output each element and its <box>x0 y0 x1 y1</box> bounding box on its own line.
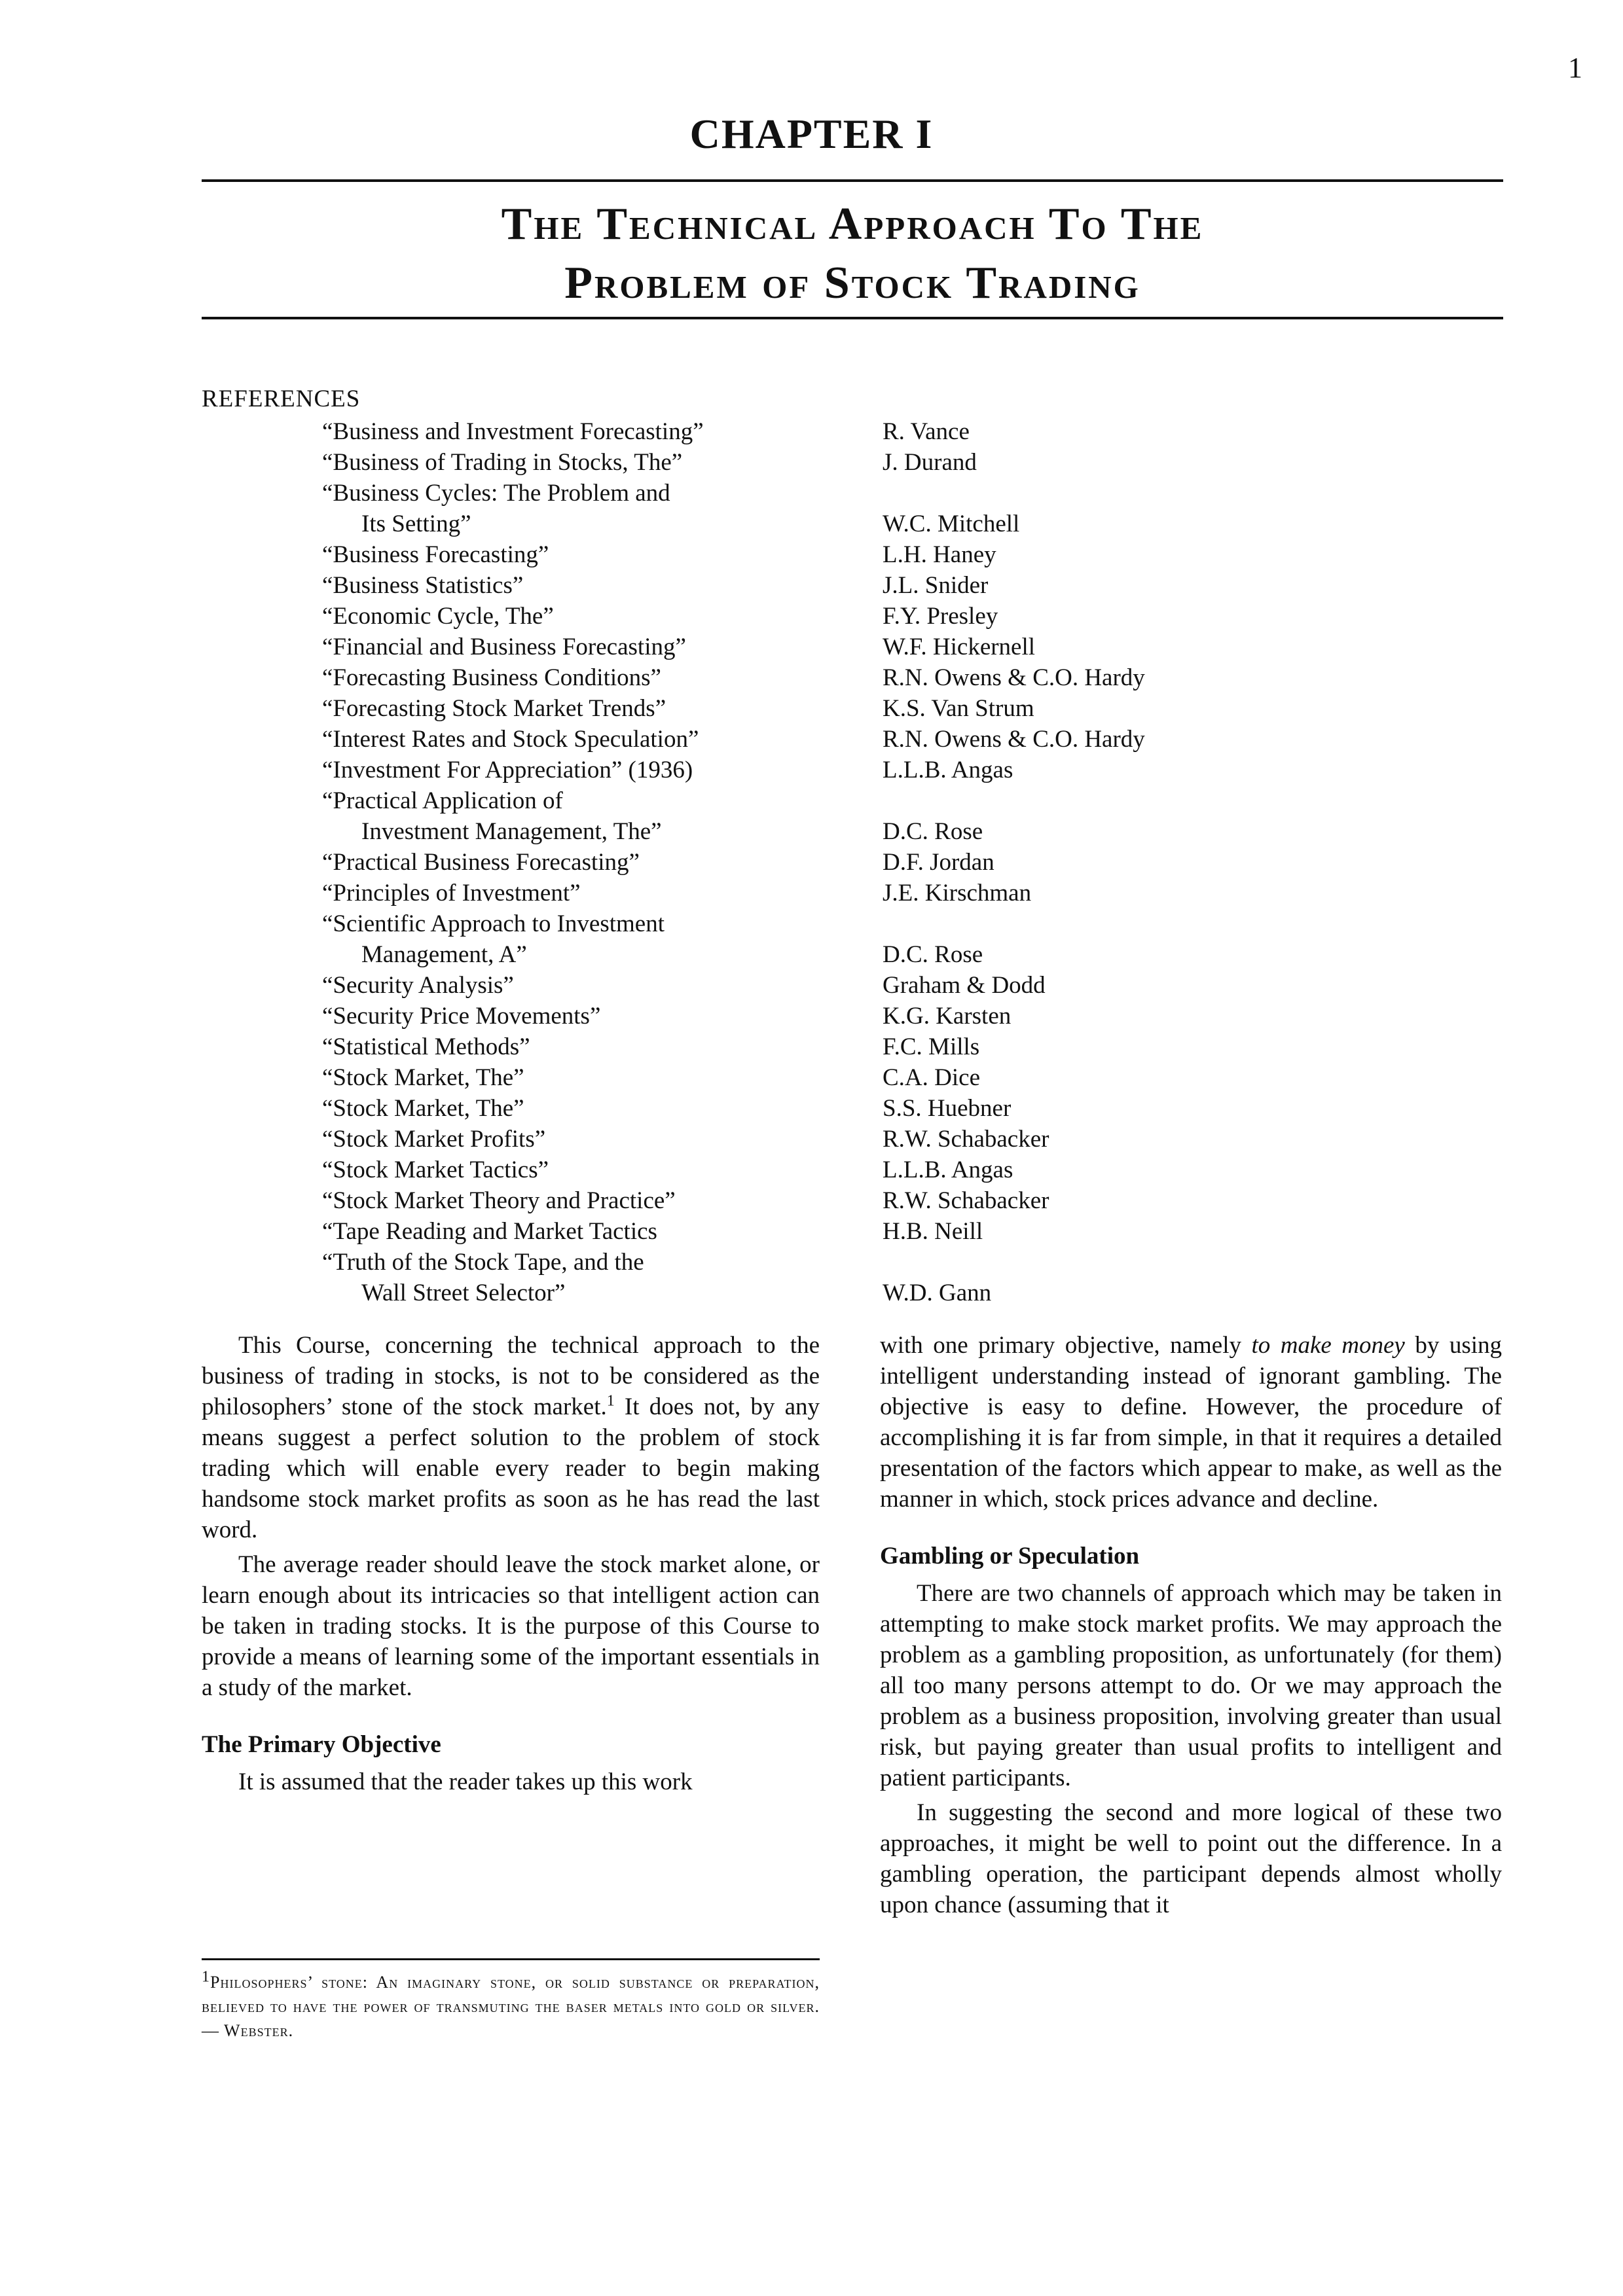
reference-author: W.C. Mitchell <box>883 511 1020 537</box>
reference-title: “Scientific Approach to Investment <box>322 910 665 937</box>
reference-title: “Security Analysis” <box>322 972 514 999</box>
reference-title: “Interest Rates and Stock Speculation” <box>322 726 699 753</box>
reference-author: W.F. Hickernell <box>883 634 1036 660</box>
reference-author: L.L.B. Angas <box>883 1157 1013 1183</box>
footnote-text: Philosophers’ stone: An imaginary stone, or solid substance or preparation, believed to have the power of transmuting the baser metals into gold or silver. — Webster. <box>202 1973 820 2040</box>
reference-row <box>202 632 1315 662</box>
reference-title: “Business Cycles: The Problem and <box>322 480 670 507</box>
reference-author: F.Y. Presley <box>883 603 998 630</box>
reference-author: D.F. Jordan <box>883 849 994 876</box>
reference-row <box>202 908 1315 939</box>
reference-title: “Business and Investment Forecasting” <box>322 418 704 445</box>
reference-title: “Stock Market Theory and Practice” <box>322 1187 676 1214</box>
reference-author: J.E. Kirschman <box>883 880 1032 906</box>
reference-author: R.W. Schabacker <box>883 1126 1049 1153</box>
footnote-marker: 1 <box>606 1392 615 1410</box>
reference-row <box>202 785 1315 816</box>
reference-author: L.L.B. Angas <box>883 757 1013 783</box>
reference-author: R. Vance <box>883 418 970 445</box>
reference-title: “Forecasting Stock Market Trends” <box>322 695 666 722</box>
reference-author: Graham & Dodd <box>883 972 1046 999</box>
reference-title: “Investment For Appreciation” (1936) <box>322 757 693 783</box>
reference-title: “Financial and Business Forecasting” <box>322 634 686 660</box>
reference-row <box>202 447 1315 478</box>
reference-author: K.S. Van Strum <box>883 695 1034 722</box>
reference-row <box>202 1155 1315 1185</box>
reference-author: D.C. Rose <box>883 818 983 845</box>
reference-author: S.S. Huebner <box>883 1095 1012 1122</box>
section-heading: The Primary Objective <box>202 1731 441 1758</box>
reference-row <box>202 1031 1315 1062</box>
reference-author: C.A. Dice <box>883 1064 980 1091</box>
reference-title: “Practical Application of <box>322 787 563 814</box>
emphasis-text: to make money <box>1251 1332 1405 1359</box>
reference-row <box>202 1278 1315 1308</box>
reference-author: R.N. Owens & C.O. Hardy <box>883 726 1145 753</box>
reference-title: “Stock Market, The” <box>322 1095 524 1122</box>
reference-author: K.G. Karsten <box>883 1003 1012 1030</box>
reference-row <box>202 693 1315 724</box>
reference-title: “Practical Business Forecasting” <box>322 849 640 876</box>
reference-title: “Statistical Methods” <box>322 1033 530 1060</box>
footnote <box>202 1970 820 2043</box>
reference-title: “Tape Reading and Market Tactics <box>322 1218 657 1245</box>
reference-row <box>202 509 1315 539</box>
body-paragraph <box>880 1330 1502 1515</box>
reference-title: “Business Forecasting” <box>322 541 549 568</box>
reference-row <box>202 1185 1315 1216</box>
reference-title: “Security Price Movements” <box>322 1003 601 1030</box>
reference-row <box>202 939 1315 970</box>
body-paragraph: It is assumed that the reader takes up this work <box>238 1768 693 1795</box>
reference-row <box>202 1124 1315 1155</box>
reference-row <box>202 662 1315 693</box>
title-bottom-rule <box>202 317 1503 319</box>
title-top-rule <box>202 179 1503 182</box>
reference-title: “Business of Trading in Stocks, The” <box>322 449 683 476</box>
paragraph-text: This Course, concerning the technical approach to the business of trading in stocks, is not to be considered as the philosophers’ stone of the stock market. <box>202 1332 820 1420</box>
body-paragraph: The average reader should leave the stock market alone, or learn enough about its intricacies so that intelligent action can be taken in trading stocks. It is the purpose of this Course to provide a means of learning some of the important essentials in a study of the market. <box>202 1551 820 1701</box>
reference-title: “Business Statistics” <box>322 572 524 599</box>
reference-row <box>202 755 1315 785</box>
reference-title: Management, A” <box>361 941 527 968</box>
reference-title: “Principles of Investment” <box>322 880 581 906</box>
chapter-title-line-1: The Technical Approach To The <box>501 199 1204 249</box>
reference-title: Wall Street Selector” <box>361 1280 566 1306</box>
reference-row <box>202 478 1315 509</box>
reference-title: “Forecasting Business Conditions” <box>322 664 661 691</box>
section-heading: Gambling or Speculation <box>880 1543 1140 1570</box>
reference-author: J.L. Snider <box>883 572 989 599</box>
reference-author: R.N. Owens & C.O. Hardy <box>883 664 1145 691</box>
reference-row <box>202 847 1315 878</box>
references-heading: REFERENCES <box>202 386 361 412</box>
body-paragraph <box>202 1330 820 1545</box>
reference-row <box>202 724 1315 755</box>
left-column <box>202 1330 820 1797</box>
reference-row <box>202 1247 1315 1278</box>
reference-author: W.D. Gann <box>883 1280 992 1306</box>
paragraph-text: It does not, by any means suggest a perfect solution to the problem of stock trading which will enable every reader to begin making handsome stock market profits as soon as he has read the last word. <box>202 1393 820 1543</box>
paragraph-text: with one primary objective, namely <box>880 1332 1252 1359</box>
reference-row <box>202 878 1315 908</box>
reference-row <box>202 970 1315 1001</box>
reference-row <box>202 1001 1315 1031</box>
reference-author: H.B. Neill <box>883 1218 983 1245</box>
reference-row <box>202 1216 1315 1247</box>
reference-row <box>202 539 1315 570</box>
reference-title: “Truth of the Stock Tape, and the <box>322 1249 644 1276</box>
references-section <box>202 382 1315 1308</box>
reference-row <box>202 816 1315 847</box>
reference-author: D.C. Rose <box>883 941 983 968</box>
reference-row <box>202 1062 1315 1093</box>
right-column <box>880 1330 1502 1920</box>
body-paragraph: In suggesting the second and more logical of these two approaches, it might be well to point out the difference. In a gambling operation, the participant depends almost wholly upon chance (assuming that it <box>880 1799 1502 1918</box>
footnote-marker: 1 <box>202 1968 210 1986</box>
chapter-label: CHAPTER I <box>689 111 934 157</box>
reference-author: F.C. Mills <box>883 1033 980 1060</box>
references-list <box>202 416 1315 1308</box>
body-paragraph: There are two channels of approach which may be taken in attempting to make stock market profits. We may approach the problem as a gambling proposition, as unfortunately (for them) all too many persons attempt to do. Or we may approach the problem as a business proposition, involving greater than usual risk, but paying greater than usual profits to intelligent and patient participants. <box>880 1580 1502 1791</box>
reference-title: “Stock Market, The” <box>322 1064 524 1091</box>
reference-title: “Stock Market Tactics” <box>322 1157 549 1183</box>
reference-author: J. Durand <box>883 449 977 476</box>
reference-title: “Economic Cycle, The” <box>322 603 554 630</box>
page-number: 1 <box>1568 52 1582 84</box>
reference-author: L.H. Haney <box>883 541 996 568</box>
chapter-title <box>202 195 1503 313</box>
reference-author: R.W. Schabacker <box>883 1187 1049 1214</box>
reference-row <box>202 416 1315 447</box>
paragraph-text: by using intelligent understanding instead of ignorant gambling. The objective is easy to define. However, the procedure of accomplishing it is far from simple, in that it requires a detailed presentation of the factors which appear to make, as well as the manner in which, stock prices advance and decline. <box>880 1332 1502 1513</box>
reference-row <box>202 1093 1315 1124</box>
chapter-title-line-2: Problem of Stock Trading <box>564 258 1140 308</box>
reference-row <box>202 601 1315 632</box>
reference-row <box>202 570 1315 601</box>
reference-title: “Stock Market Profits” <box>322 1126 546 1153</box>
reference-title: Its Setting” <box>361 511 471 537</box>
reference-title: Investment Management, The” <box>361 818 662 845</box>
footnote-rule <box>202 1958 820 1960</box>
